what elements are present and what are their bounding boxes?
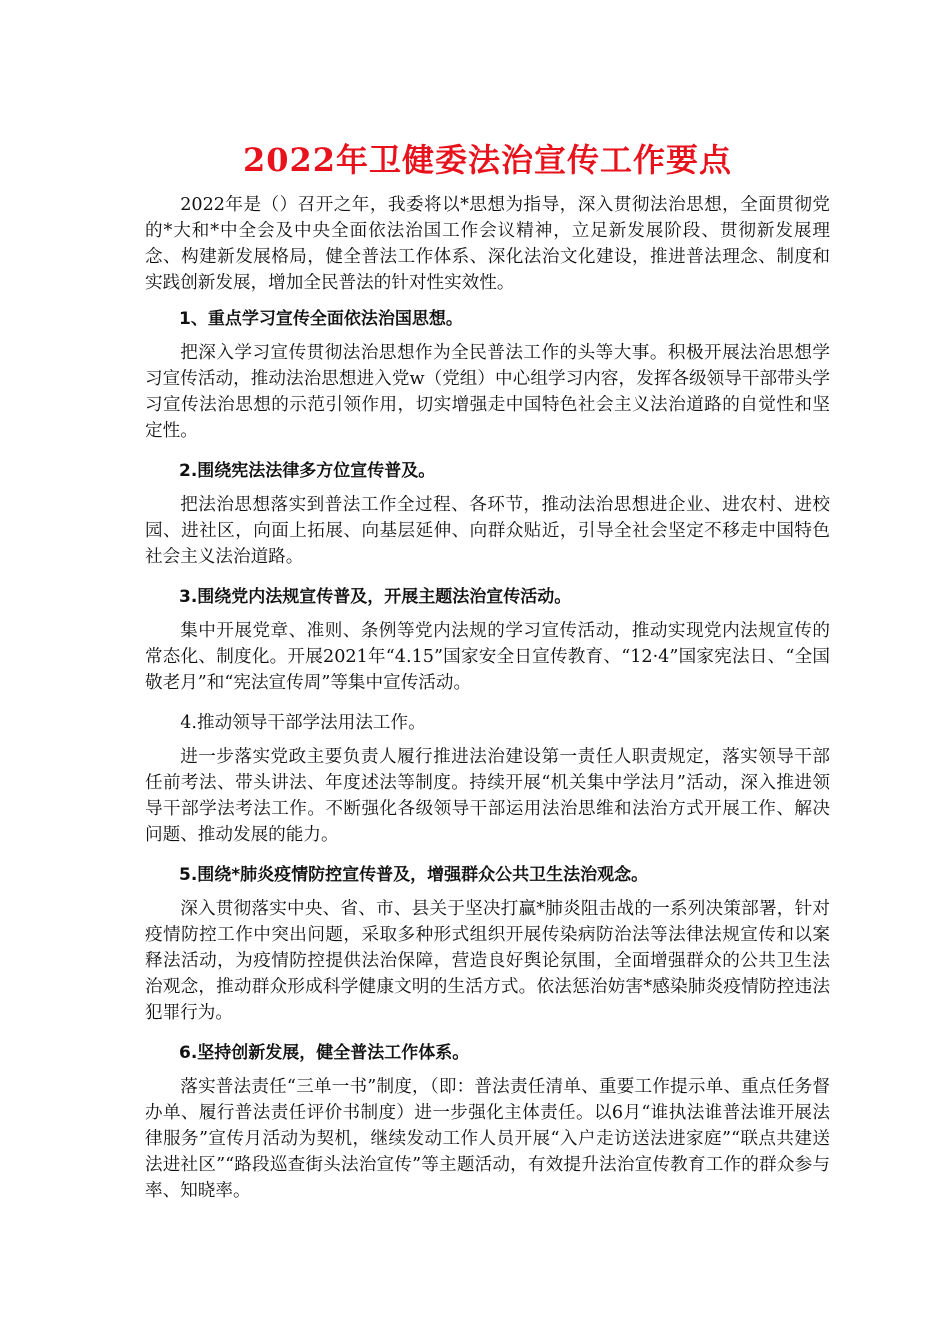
- section-heading: 3.围绕党内法规宣传普及，开展主题法治宣传活动。: [179, 587, 572, 607]
- section-body: 落实普法责任“三单一书”制度，（即：普法责任清单、重要工作提示单、重点任务督办单、履行普法责任评价书制度）进一步强化主体责任。以6月“谁执法谁普法谁开展法律服务”宣传月活动为契机，继续发动工作人员开展“入户走访送法进家庭”“联点共建送法进社区”“路段巡查街头法治宣传”等主题活动，有效提升法治宣传教育工作的群众参与率、知晓率。: [145, 1077, 830, 1201]
- document-title: 2022年卫健委法治宣传工作要点: [242, 141, 733, 179]
- section-6: [145, 1030, 830, 1204]
- section-body: 深入贯彻落实中央、省、市、县关于坚决打赢*肺炎阻击战的一系列决策部署，针对疫情防控工作中突出问题，采取多种形式组织开展传染病防治法等法律法规宣传和以案释法活动，为疫情防控提供法治保障，营造良好舆论氛围，全面增强群众的公共卫生法治观念，推动群众形成科学健康文明的生活方式。依法惩治妨害*感染肺炎疫情防控违法犯罪行为。: [145, 899, 830, 1023]
- section-3: [145, 574, 830, 696]
- section-body: 把法治思想落实到普法工作全过程、各环节，推动法治思想进企业、进农村、进校园、进社区，向面上拓展、向基层延伸、向群众贴近，引导全社会坚定不移走中国特色社会主义法治道路。: [145, 495, 830, 567]
- section-heading: 6.坚持创新发展，健全普法工作体系。: [179, 1043, 470, 1063]
- section-body: 进一步落实党政主要负责人履行推进法治建设第一责任人职责规定，落实领导干部任前考法、带头讲法、年度述法等制度。持续开展“机关集中学法月”活动，深入推进领导干部学法考法工作。不断强化各级领导干部运用法治思维和法治方式开展工作、解决问题、推动发展的能力。: [145, 747, 830, 845]
- section-1: [145, 296, 830, 444]
- section-2: [145, 448, 830, 570]
- section-body: 把深入学习宣传贯彻法治思想作为全民普法工作的头等大事。积极开展法治思想学习宣传活动，推动法治思想进入党w（党组）中心组学习内容，发挥各级领导干部带头学习宣传法治思想的示范引领作用，切实增强走中国特色社会主义法治道路的自觉性和坚定性。: [145, 343, 830, 441]
- section-heading: 1、重点学习宣传全面依法治国思想。: [179, 309, 463, 329]
- section-4: [145, 700, 830, 848]
- section-heading: 2.围绕宪法法律多方位宣传普及。: [179, 461, 436, 481]
- document-page: [145, 138, 830, 1208]
- intro-paragraph: 2022年是（）召开之年，我委将以*思想为指导，深入贯彻法治思想，全面贯彻党的*大和*中全会及中央全面依法治国工作会议精神，立足新发展阶段、贯彻新发展理念、构建新发展格局，健全普法工作体系、深化法治文化建设，推进普法理念、制度和实践创新发展，增加全民普法的针对性实效性。: [145, 195, 830, 293]
- section-heading: 4.推动领导干部学法用法工作。: [180, 713, 426, 733]
- section-heading: 5.围绕*肺炎疫情防控宣传普及，增强群众公共卫生法治观念。: [179, 865, 649, 885]
- section-5: [145, 852, 830, 1026]
- section-body: 集中开展党章、准则、条例等党内法规的学习宣传活动，推动实现党内法规宣传的常态化、制度化。开展2021年“4.15”国家安全日宣传教育、“12·4”国家宪法日、“全国敬老月”和“宪法宣传周”等集中宣传活动。: [145, 621, 830, 693]
